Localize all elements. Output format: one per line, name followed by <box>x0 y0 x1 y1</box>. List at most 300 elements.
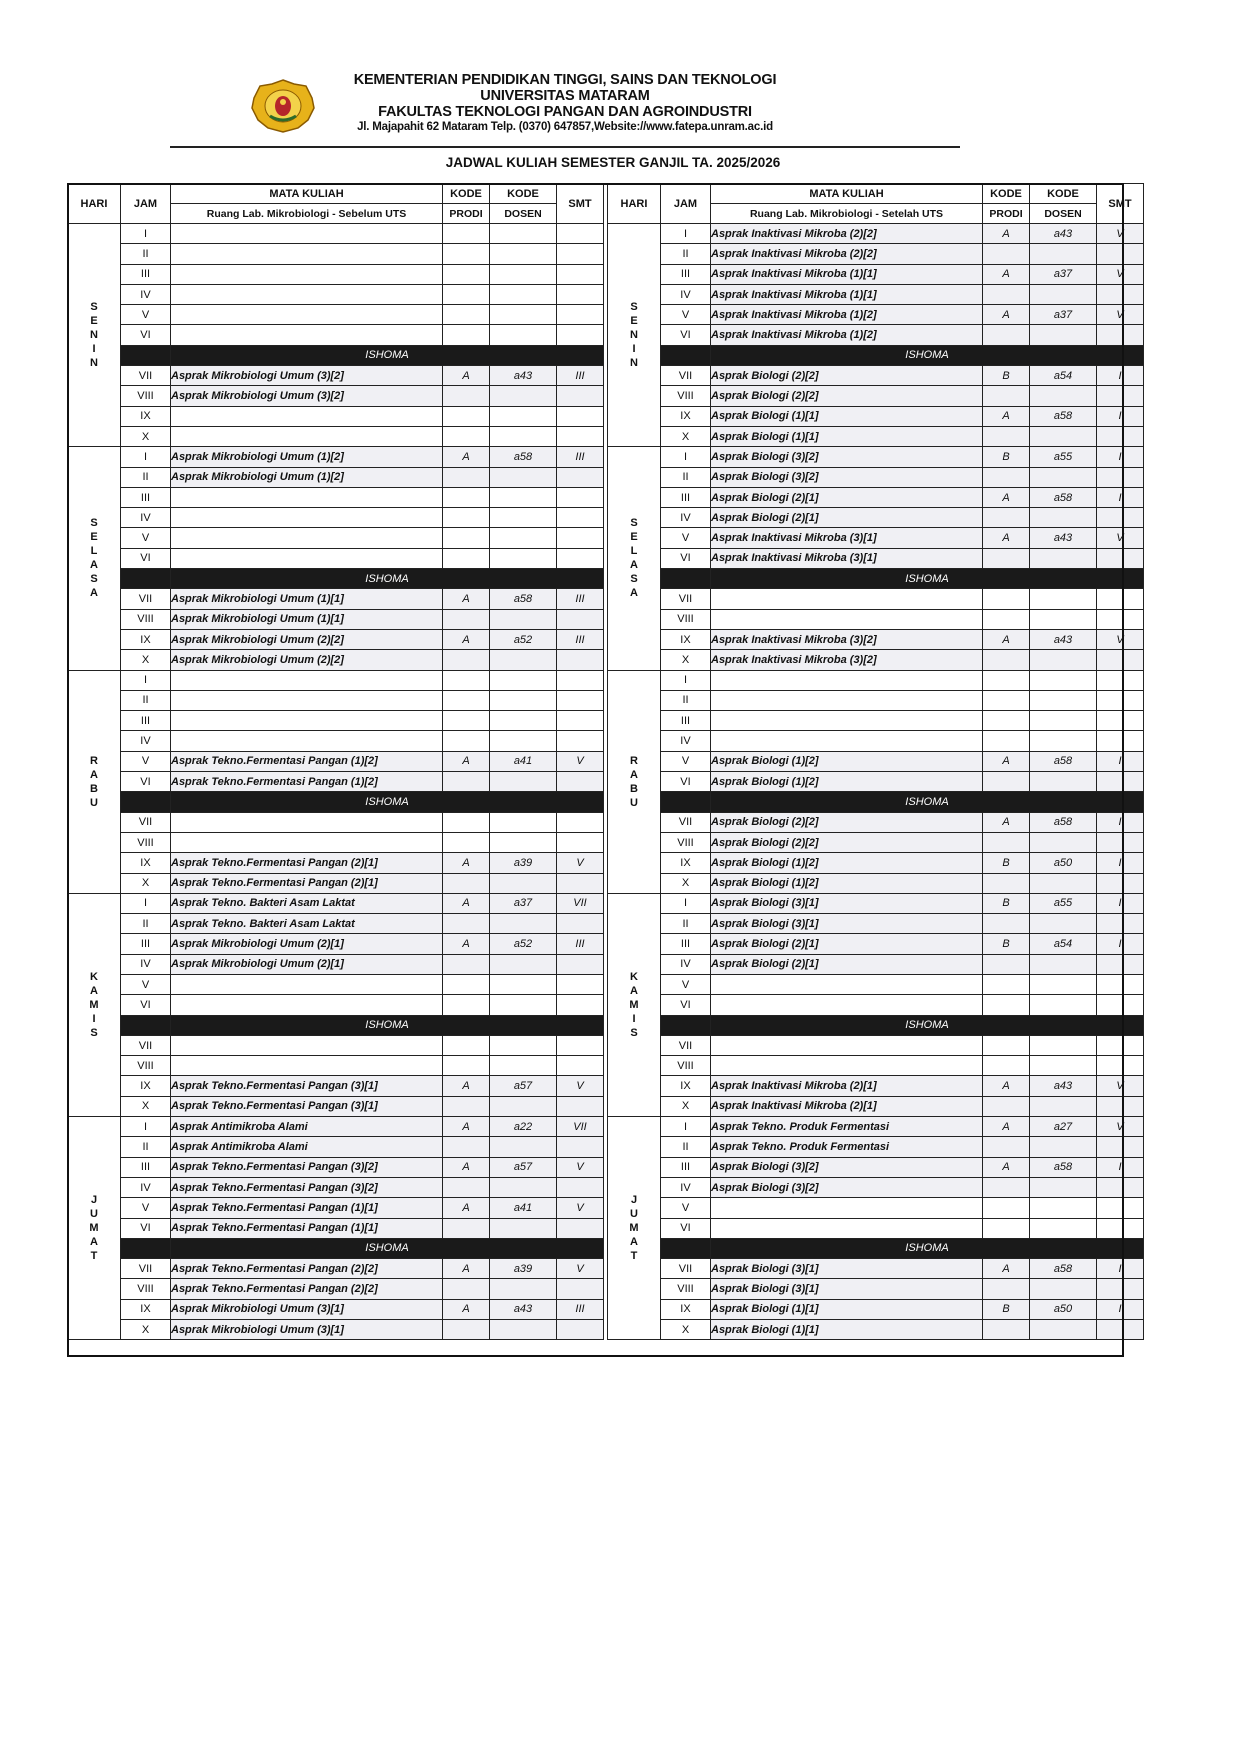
jam-cell: V <box>661 1198 711 1218</box>
kode-prodi-cell <box>443 426 490 446</box>
kode-dosen-cell <box>1030 244 1097 264</box>
jam-cell: X <box>121 1320 171 1340</box>
header-prodi: PRODI <box>983 204 1030 224</box>
table-row <box>608 893 1144 913</box>
kode-prodi-cell <box>983 711 1030 731</box>
kode-dosen-cell: a27 <box>1030 1117 1097 1137</box>
smt-cell <box>1097 1137 1144 1157</box>
kode-dosen-cell: a50 <box>1030 853 1097 873</box>
course-cell <box>171 974 443 994</box>
smt-cell: I <box>1097 1299 1144 1319</box>
day-label: S E N I N <box>608 224 661 447</box>
kode-prodi-cell <box>443 1320 490 1340</box>
course-cell <box>171 995 443 1015</box>
header-mata-kuliah: MATA KULIAH <box>171 184 443 204</box>
course-cell: Asprak Biologi (2)[2] <box>711 832 983 852</box>
ishoma-gap <box>661 792 711 812</box>
jam-cell: II <box>661 244 711 264</box>
course-cell: Asprak Biologi (2)[2] <box>711 812 983 832</box>
smt-cell <box>1097 711 1144 731</box>
kode-prodi-cell <box>983 426 1030 446</box>
ishoma-break: ISHOMA <box>711 792 1144 812</box>
jam-cell: II <box>121 690 171 710</box>
table-row <box>608 1218 1144 1238</box>
kode-dosen-cell <box>490 1137 557 1157</box>
smt-cell <box>557 264 604 284</box>
smt-cell <box>557 650 604 670</box>
kode-dosen-cell <box>490 1035 557 1055</box>
course-cell: Asprak Inaktivasi Mikroba (2)[2] <box>711 224 983 244</box>
jam-cell: VI <box>661 325 711 345</box>
jam-cell: X <box>121 426 171 446</box>
jam-cell: I <box>121 224 171 244</box>
course-cell: Asprak Tekno.Fermentasi Pangan (3)[2] <box>171 1157 443 1177</box>
kode-prodi-cell <box>443 650 490 670</box>
kode-prodi-cell: A <box>443 853 490 873</box>
header-kode-dosen: KODE <box>490 184 557 204</box>
course-cell <box>711 1056 983 1076</box>
kode-prodi-cell <box>983 325 1030 345</box>
table-row <box>68 954 604 974</box>
kode-dosen-cell <box>490 974 557 994</box>
kode-dosen-cell <box>490 325 557 345</box>
jam-cell: III <box>661 264 711 284</box>
smt-cell: III <box>557 589 604 609</box>
kode-dosen-cell <box>1030 690 1097 710</box>
kode-dosen-cell <box>490 508 557 528</box>
smt-cell: V <box>557 1198 604 1218</box>
kode-dosen-cell <box>1030 914 1097 934</box>
kode-dosen-cell: a52 <box>490 934 557 954</box>
kode-prodi-cell <box>443 995 490 1015</box>
kode-dosen-cell <box>490 670 557 690</box>
kode-dosen-cell <box>1030 832 1097 852</box>
jam-cell: III <box>661 487 711 507</box>
smt-cell <box>557 284 604 304</box>
smt-cell <box>557 812 604 832</box>
smt-cell <box>1097 548 1144 568</box>
ministry-name: KEMENTERIAN PENDIDIKAN TINGGI, SAINS DAN TEKNOLOGI <box>353 72 777 88</box>
course-cell: Asprak Inaktivasi Mikroba (1)[2] <box>711 325 983 345</box>
course-cell: Asprak Mikrobiologi Umum (3)[1] <box>171 1299 443 1319</box>
table-row <box>68 244 604 264</box>
ishoma-gap <box>121 1238 171 1258</box>
course-cell: Asprak Inaktivasi Mikroba (3)[1] <box>711 528 983 548</box>
course-cell <box>711 670 983 690</box>
table-row <box>68 1076 604 1096</box>
ishoma-gap <box>661 569 711 589</box>
smt-cell <box>557 873 604 893</box>
course-cell <box>171 832 443 852</box>
course-cell: Asprak Inaktivasi Mikroba (3)[1] <box>711 548 983 568</box>
table-row <box>68 467 604 487</box>
jam-cell: IX <box>121 1299 171 1319</box>
smt-cell: I <box>1097 487 1144 507</box>
table-row <box>608 629 1144 649</box>
kode-prodi-cell <box>443 711 490 731</box>
smt-cell: III <box>557 366 604 386</box>
header-smt: SMT <box>1097 184 1144 224</box>
kode-prodi-cell: B <box>983 853 1030 873</box>
kode-prodi-cell <box>443 1137 490 1157</box>
kode-dosen-cell <box>490 244 557 264</box>
jam-cell: IV <box>121 1177 171 1197</box>
smt-cell: I <box>1097 447 1144 467</box>
kode-prodi-cell <box>443 731 490 751</box>
course-cell <box>171 426 443 446</box>
course-cell <box>171 508 443 528</box>
smt-cell <box>1097 670 1144 690</box>
table-row <box>608 1198 1144 1218</box>
smt-cell <box>1097 325 1144 345</box>
kode-dosen-cell <box>490 467 557 487</box>
kode-dosen-cell: a55 <box>1030 893 1097 913</box>
smt-cell <box>557 711 604 731</box>
course-cell: Asprak Biologi (3)[1] <box>711 893 983 913</box>
jam-cell: X <box>121 1096 171 1116</box>
smt-cell <box>557 772 604 792</box>
smt-cell <box>557 1218 604 1238</box>
ishoma-break: ISHOMA <box>711 345 1144 365</box>
kode-dosen-cell <box>1030 1137 1097 1157</box>
jam-cell: IX <box>121 406 171 426</box>
smt-cell: V <box>557 751 604 771</box>
table-row <box>608 386 1144 406</box>
course-cell: Asprak Biologi (1)[1] <box>711 426 983 446</box>
course-cell: Asprak Tekno.Fermentasi Pangan (3)[1] <box>171 1096 443 1116</box>
jam-cell: I <box>121 670 171 690</box>
course-cell: Asprak Mikrobiologi Umum (1)[2] <box>171 467 443 487</box>
kode-dosen-cell <box>490 873 557 893</box>
jam-cell: VI <box>121 995 171 1015</box>
table-row <box>68 832 604 852</box>
table-row <box>68 629 604 649</box>
kode-dosen-cell <box>1030 954 1097 974</box>
smt-cell: I <box>1097 812 1144 832</box>
smt-cell <box>1097 589 1144 609</box>
table-row <box>608 974 1144 994</box>
table-row <box>68 366 604 386</box>
jam-cell: I <box>121 1117 171 1137</box>
header-hari: HARI <box>68 184 121 224</box>
table-row <box>68 1259 604 1279</box>
ishoma-break: ISHOMA <box>711 1015 1144 1035</box>
jam-cell: IV <box>121 954 171 974</box>
smt-cell <box>557 609 604 629</box>
kode-prodi-cell <box>443 974 490 994</box>
kode-prodi-cell <box>983 548 1030 568</box>
kode-prodi-cell: A <box>443 447 490 467</box>
course-cell: Asprak Biologi (3)[1] <box>711 1259 983 1279</box>
table-row <box>608 508 1144 528</box>
course-cell: Asprak Inaktivasi Mikroba (2)[1] <box>711 1076 983 1096</box>
jam-cell: IX <box>661 853 711 873</box>
table-row <box>68 224 604 244</box>
kode-prodi-cell <box>983 873 1030 893</box>
kode-dosen-cell: a58 <box>1030 1157 1097 1177</box>
ishoma-gap <box>121 569 171 589</box>
table-row <box>608 914 1144 934</box>
schedule-table-right <box>607 183 1144 1340</box>
kode-prodi-cell: A <box>443 893 490 913</box>
kode-dosen-cell <box>490 224 557 244</box>
kode-dosen-cell <box>490 832 557 852</box>
course-cell <box>171 1056 443 1076</box>
kode-dosen-cell <box>1030 467 1097 487</box>
kode-prodi-cell <box>983 386 1030 406</box>
kode-dosen-cell: a43 <box>490 366 557 386</box>
kode-prodi-cell <box>443 1035 490 1055</box>
table-row <box>608 528 1144 548</box>
kode-dosen-cell <box>1030 325 1097 345</box>
table-row <box>608 731 1144 751</box>
jam-cell: I <box>121 447 171 467</box>
course-cell <box>171 244 443 264</box>
jam-cell: IV <box>661 731 711 751</box>
day-label: K A M I S <box>608 893 661 1116</box>
smt-cell: III <box>557 447 604 467</box>
kode-dosen-cell <box>490 954 557 974</box>
ishoma-gap <box>121 1015 171 1035</box>
ishoma-break: ISHOMA <box>171 1238 604 1258</box>
kode-prodi-cell: A <box>983 406 1030 426</box>
jam-cell: VIII <box>661 1279 711 1299</box>
kode-prodi-cell <box>983 914 1030 934</box>
course-cell: Asprak Mikrobiologi Umum (3)[2] <box>171 366 443 386</box>
course-cell: Asprak Inaktivasi Mikroba (3)[2] <box>711 650 983 670</box>
table-row <box>608 1056 1144 1076</box>
kode-dosen-cell: a43 <box>490 1299 557 1319</box>
kode-prodi-cell <box>983 609 1030 629</box>
jam-cell: V <box>121 528 171 548</box>
kode-prodi-cell <box>983 1198 1030 1218</box>
kode-prodi-cell <box>443 386 490 406</box>
smt-cell <box>1097 873 1144 893</box>
course-cell <box>171 690 443 710</box>
jam-cell: VI <box>121 1218 171 1238</box>
kode-dosen-cell: a58 <box>1030 406 1097 426</box>
table-row <box>68 1198 604 1218</box>
table-row <box>608 650 1144 670</box>
kode-dosen-cell <box>1030 508 1097 528</box>
course-cell <box>171 731 443 751</box>
jam-cell: X <box>661 426 711 446</box>
table-row <box>68 650 604 670</box>
jam-cell: II <box>121 1137 171 1157</box>
ishoma-break: ISHOMA <box>171 1015 604 1035</box>
header-jam: JAM <box>121 184 171 224</box>
kode-prodi-cell: B <box>983 447 1030 467</box>
table-row <box>68 528 604 548</box>
table-row <box>68 873 604 893</box>
table-row <box>608 609 1144 629</box>
kode-dosen-cell <box>1030 1279 1097 1299</box>
smt-cell <box>557 1279 604 1299</box>
course-cell: Asprak Biologi (2)[2] <box>711 366 983 386</box>
kode-prodi-cell <box>443 1096 490 1116</box>
course-cell: Asprak Tekno. Bakteri Asam Laktat <box>171 914 443 934</box>
kode-dosen-cell <box>490 772 557 792</box>
jam-cell: VII <box>121 1035 171 1055</box>
header-room: Ruang Lab. Mikrobiologi - Sebelum UTS <box>171 204 443 224</box>
jam-cell: VIII <box>661 832 711 852</box>
kode-dosen-cell <box>1030 650 1097 670</box>
address-line: Jl. Majapahit 62 Mataram Telp. (0370) 647857,Website://www.fatepa.unram.ac.id <box>357 121 773 133</box>
kode-dosen-cell <box>1030 731 1097 751</box>
kode-prodi-cell: B <box>983 893 1030 913</box>
course-cell: Asprak Biologi (1)[2] <box>711 873 983 893</box>
kode-dosen-cell: a54 <box>1030 366 1097 386</box>
smt-cell: V <box>1097 528 1144 548</box>
course-cell: Asprak Tekno.Fermentasi Pangan (3)[1] <box>171 1076 443 1096</box>
smt-cell <box>557 974 604 994</box>
jam-cell: VI <box>661 548 711 568</box>
table-row <box>68 772 604 792</box>
course-cell: Asprak Mikrobiologi Umum (3)[2] <box>171 386 443 406</box>
table-row <box>608 467 1144 487</box>
jam-cell: IV <box>121 284 171 304</box>
jam-cell: IX <box>121 1076 171 1096</box>
kode-prodi-cell <box>443 812 490 832</box>
kode-prodi-cell <box>443 264 490 284</box>
jam-cell: III <box>661 711 711 731</box>
smt-cell <box>557 1056 604 1076</box>
table-row <box>608 853 1144 873</box>
table-row <box>68 548 604 568</box>
jam-cell: I <box>661 224 711 244</box>
course-cell <box>711 995 983 1015</box>
smt-cell <box>557 305 604 325</box>
kode-dosen-cell <box>1030 1198 1097 1218</box>
table-row <box>608 711 1144 731</box>
course-cell: Asprak Biologi (3)[2] <box>711 1157 983 1177</box>
course-cell <box>711 1218 983 1238</box>
smt-cell: V <box>1097 264 1144 284</box>
kode-prodi-cell: A <box>983 1076 1030 1096</box>
header-kode-dosen: KODE <box>1030 184 1097 204</box>
ishoma-gap <box>661 1015 711 1035</box>
jam-cell: V <box>121 305 171 325</box>
course-cell <box>171 487 443 507</box>
smt-cell <box>1097 731 1144 751</box>
jam-cell: III <box>121 711 171 731</box>
jam-cell: IV <box>661 1177 711 1197</box>
jam-cell: VI <box>121 772 171 792</box>
kode-dosen-cell <box>490 1096 557 1116</box>
smt-cell: I <box>1097 366 1144 386</box>
kode-prodi-cell <box>443 954 490 974</box>
jam-cell: X <box>661 650 711 670</box>
day-label: S E L A S A <box>608 447 661 670</box>
jam-cell: II <box>121 244 171 264</box>
kode-dosen-cell <box>490 284 557 304</box>
jam-cell: III <box>121 1157 171 1177</box>
kode-dosen-cell <box>490 264 557 284</box>
kode-prodi-cell <box>443 406 490 426</box>
kode-dosen-cell <box>490 995 557 1015</box>
smt-cell <box>1097 386 1144 406</box>
jam-cell: VII <box>121 366 171 386</box>
course-cell <box>171 284 443 304</box>
smt-cell <box>1097 832 1144 852</box>
kode-dosen-cell <box>490 528 557 548</box>
smt-cell: V <box>1097 305 1144 325</box>
header-rule <box>170 146 960 148</box>
kode-prodi-cell: A <box>983 224 1030 244</box>
kode-dosen-cell <box>1030 284 1097 304</box>
smt-cell <box>1097 1198 1144 1218</box>
smt-cell: V <box>557 853 604 873</box>
smt-cell <box>1097 1035 1144 1055</box>
table-row <box>608 264 1144 284</box>
course-cell: Asprak Tekno. Bakteri Asam Laktat <box>171 893 443 913</box>
header-mata-kuliah: MATA KULIAH <box>711 184 983 204</box>
jam-cell: V <box>121 1198 171 1218</box>
smt-cell <box>557 690 604 710</box>
smt-cell: V <box>557 1157 604 1177</box>
jam-cell: VIII <box>121 1056 171 1076</box>
course-cell: Asprak Biologi (1)[2] <box>711 853 983 873</box>
kode-prodi-cell <box>983 589 1030 609</box>
table-row <box>68 751 604 771</box>
kode-dosen-cell: a39 <box>490 1259 557 1279</box>
jam-cell: V <box>661 528 711 548</box>
header-dosen: DOSEN <box>490 204 557 224</box>
kode-dosen-cell <box>490 548 557 568</box>
table-row <box>68 670 604 690</box>
table-row <box>608 487 1144 507</box>
smt-cell <box>557 467 604 487</box>
kode-dosen-cell <box>1030 386 1097 406</box>
course-cell: Asprak Biologi (2)[1] <box>711 487 983 507</box>
jam-cell: VII <box>661 1035 711 1055</box>
course-cell <box>171 1035 443 1055</box>
table-row <box>608 1279 1144 1299</box>
jam-cell: VII <box>661 812 711 832</box>
kode-prodi-cell: A <box>983 751 1030 771</box>
smt-cell <box>1097 244 1144 264</box>
table-row <box>68 853 604 873</box>
kode-dosen-cell <box>1030 1056 1097 1076</box>
smt-cell <box>1097 1279 1144 1299</box>
course-cell: Asprak Biologi (3)[2] <box>711 467 983 487</box>
smt-cell <box>557 508 604 528</box>
course-cell: Asprak Biologi (2)[1] <box>711 954 983 974</box>
smt-cell: III <box>557 934 604 954</box>
smt-cell <box>557 406 604 426</box>
course-cell <box>171 325 443 345</box>
kode-dosen-cell <box>1030 670 1097 690</box>
kode-dosen-cell <box>490 406 557 426</box>
table-row <box>68 690 604 710</box>
table-row <box>608 1137 1144 1157</box>
table-row <box>68 426 604 446</box>
kode-prodi-cell <box>443 873 490 893</box>
smt-cell <box>557 244 604 264</box>
smt-cell <box>557 528 604 548</box>
course-cell: Asprak Biologi (2)[2] <box>711 386 983 406</box>
jam-cell: X <box>661 1320 711 1340</box>
course-cell: Asprak Inaktivasi Mikroba (3)[2] <box>711 629 983 649</box>
kode-prodi-cell <box>443 487 490 507</box>
day-label: R A B U <box>608 670 661 893</box>
kode-dosen-cell: a43 <box>1030 224 1097 244</box>
jam-cell: VIII <box>661 1056 711 1076</box>
ishoma-gap <box>661 345 711 365</box>
schedule-left-half <box>67 183 604 1340</box>
table-row <box>608 1157 1144 1177</box>
table-row <box>68 914 604 934</box>
